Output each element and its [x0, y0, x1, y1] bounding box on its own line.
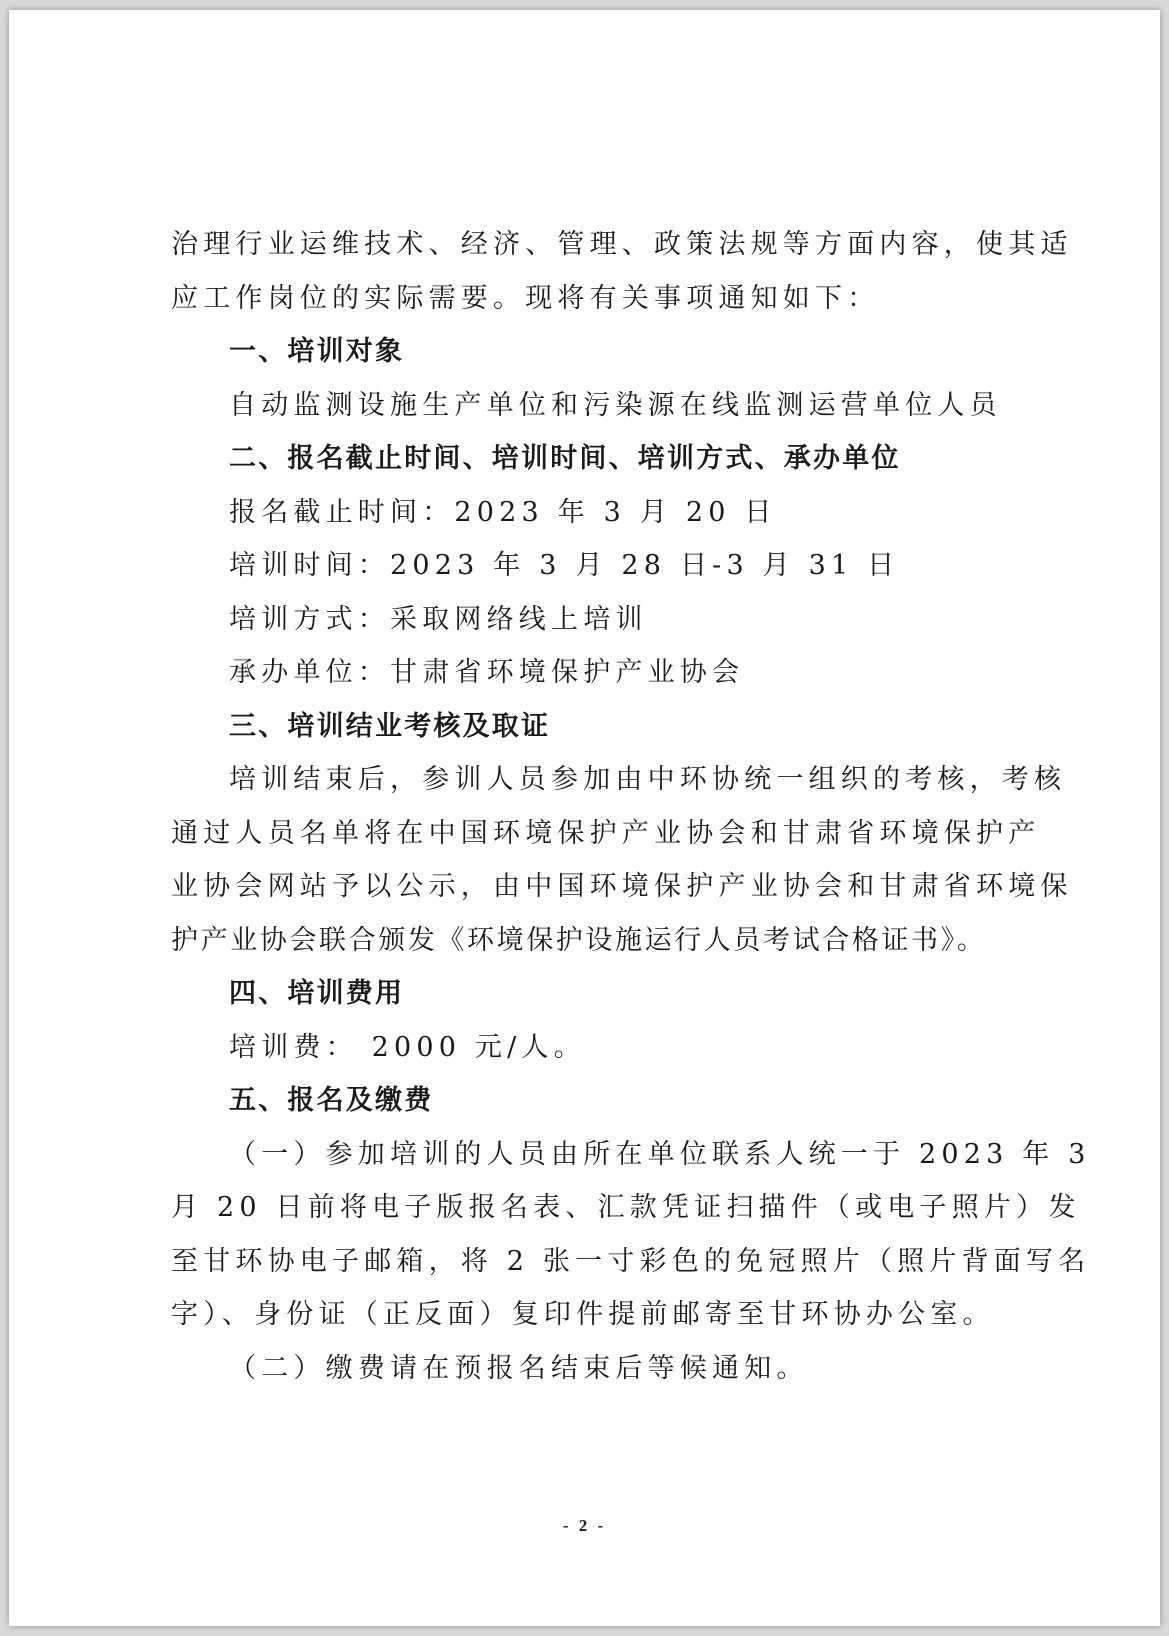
body-line: 字）、身份证（正反面）复印件提前邮寄至甘环协办公室。: [171, 1299, 995, 1330]
body-line: 治理行业运维技术、经济、管理、政策法规等方面内容，使其适: [171, 229, 1073, 260]
body-line: 至甘环协电子邮箱，将 2 张一寸彩色的免冠照片（照片背面写名: [171, 1245, 1091, 1277]
section-heading-2: 二、报名截止时间、培训时间、培训方式、承办单位: [229, 443, 901, 474]
section-heading-4: 四、培训费用: [229, 978, 405, 1009]
training-time: 培训时间：2023 年 3 月 28 日-3 月 31 日: [229, 550, 900, 581]
body-line: （二）缴费请在预报名结束后等候通知。: [229, 1352, 809, 1384]
body-line: 月 20 日前将电子版报名表、汇款凭证扫描件（或电子照片）发: [171, 1192, 1081, 1223]
body-line: 应工作岗位的实际需要。现将有关事项通知如下：: [171, 282, 880, 314]
body-line: （一）参加培训的人员由所在单位联系人统一于 2023 年 3: [229, 1138, 1091, 1170]
body-line: 自动监测设施生产单位和污染源在线监测运营单位人员: [229, 389, 1002, 421]
training-fee: 培训费： 2000 元/人。: [229, 1031, 586, 1063]
registration-deadline: 报名截止时间：2023 年 3 月 20 日: [229, 496, 777, 528]
document-body: [171, 218, 1091, 1395]
organizer: 承办单位：甘肃省环境保护产业协会: [229, 657, 745, 688]
section-heading-5: 五、报名及缴费: [229, 1085, 434, 1116]
training-method: 培训方式：采取网络线上培训: [229, 603, 648, 635]
body-line: 护产业协会联合颁发《环境保护设施运行人员考试合格证书》。: [171, 924, 987, 956]
body-line: 业协会网站予以公示，由中国环境保护产业协会和甘肃省环境保: [171, 871, 1073, 902]
body-line: 培训结束后，参训人员参加由中环协统一组织的考核，考核: [229, 764, 1067, 795]
body-line: 通过人员名单将在中国环境保护产业协会和甘肃省环境保护产: [171, 817, 1041, 849]
section-heading-1: 一、培训对象: [229, 336, 405, 367]
page-number: - 2 -: [562, 1516, 607, 1535]
section-heading-3: 三、培训结业考核及取证: [229, 710, 551, 742]
document-page: [9, 10, 1160, 1626]
